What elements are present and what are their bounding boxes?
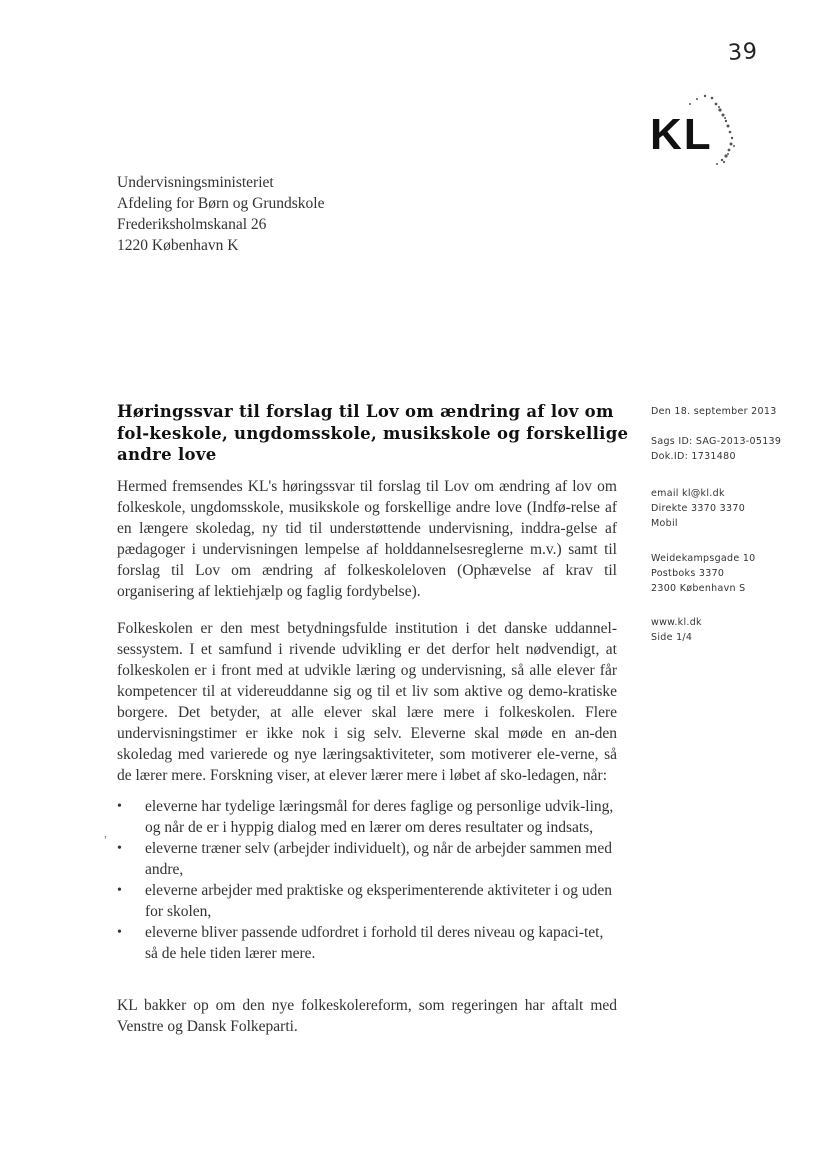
contact-phone: Direkte 3370 3370 (651, 503, 746, 514)
bullet-list (117, 796, 617, 964)
margin-mark: , (104, 826, 107, 840)
list-item-text: eleverne bliver passende udfordret i forhold til deres niveau og kapaci-tet, så de hele tiden lærer mere. (145, 924, 604, 962)
intro-paragraph: Hermed fremsendes KL's høringssvar til forslag til Lov om ændring af lov om folkeskole, ungdomsskole, musikskole og forskellige andre love (Indfø-relse af en længere skoledag, ny tid til understøttende undervisning, inddra-gelse af pædagoger i undervisningen lempelse af holddannelsesreglerne m.v.) samt til forslag til Lov om ændring af folkeskoleloven (Ophævelse af krav til organisering af lektiehjælp og faglig fordybelse). (117, 478, 617, 600)
main-paragraph: Folkeskolen er den mest betydningsfulde institution i det danske uddannel-sessystem. I et samfund i rivende udvikling er det derfor helt nødvendigt, at folkeskolen er i front med at udvikle læring og undervisning, så alle elever får kompetencer til at videreuddanne sig og til et liv som aktive og demo-kratiske borgere. Det betyder, at alle elever skal lære mere i folkeskolen. Flere undervisningstimer er ikke nok i sig selv. Eleverne skal møde en an-den skoledag med varierede og nye læringsaktiviteter, som motiverer ele-verne, så de lærer mere. Forskning viser, at elever lærer mere i løbet af sko-ledagen, når: (117, 620, 617, 784)
document-title: Høringssvar til forslag til Lov om ændring af lov om fol-keskole, ungdomsskole, musikskole og forskellige andre love (117, 402, 629, 464)
contact-mobile: Mobil (651, 518, 678, 529)
list-item-text: eleverne har tydelige læringsmål for deres faglige og personlige udvik-ling, og når de er i hyppig dialog med en lærer om deres resultater og indsats, (145, 798, 614, 836)
bullet-icon: • (117, 799, 122, 814)
handwritten-page-number: 39 (727, 38, 759, 67)
recipient-address (117, 172, 325, 256)
page-indicator: Side 1/4 (651, 632, 693, 643)
sidebar-address (651, 551, 811, 596)
address-line: Frederiksholmskanal 26 (117, 216, 267, 233)
case-id: Sags ID: SAG-2013-05139 (651, 436, 782, 447)
website: www.kl.dk (651, 617, 702, 628)
bullet-icon: • (117, 883, 122, 898)
list-item (117, 796, 617, 838)
address-line: Afdeling for Børn og Grundskole (117, 195, 325, 212)
logo-text: KL (650, 110, 713, 159)
bullet-icon: • (117, 925, 122, 940)
kl-logo (650, 88, 760, 178)
list-item-text: eleverne træner selv (arbejder individuelt), og når de arbejder sammen med andre, (145, 840, 612, 878)
sidebar-contact (651, 486, 811, 531)
sidebar-web (651, 615, 811, 645)
list-item (117, 922, 617, 964)
sender-postbox: Postboks 3370 (651, 568, 725, 579)
list-item (117, 838, 617, 880)
address-line: 1220 København K (117, 237, 239, 254)
sender-street: Weidekampsgade 10 (651, 553, 756, 564)
list-item-text: eleverne arbejder med praktiske og eksperimenterende aktiviteter i og uden for skolen, (145, 882, 612, 920)
closing-paragraph: KL bakker op om den nye folkeskolereform, som regeringen har aftalt med Venstre og Dansk Folkeparti. (117, 997, 617, 1035)
bullet-icon: • (117, 841, 122, 856)
address-line: Undervisningsministeriet (117, 174, 274, 191)
sidebar-ids (651, 434, 811, 464)
sender-city: 2300 København S (651, 583, 746, 594)
letter-date: Den 18. september 2013 (651, 406, 777, 417)
contact-email: email kl@kl.dk (651, 488, 725, 499)
list-item (117, 880, 617, 922)
sidebar-date (651, 404, 811, 419)
doc-id: Dok.ID: 1731480 (651, 451, 736, 462)
